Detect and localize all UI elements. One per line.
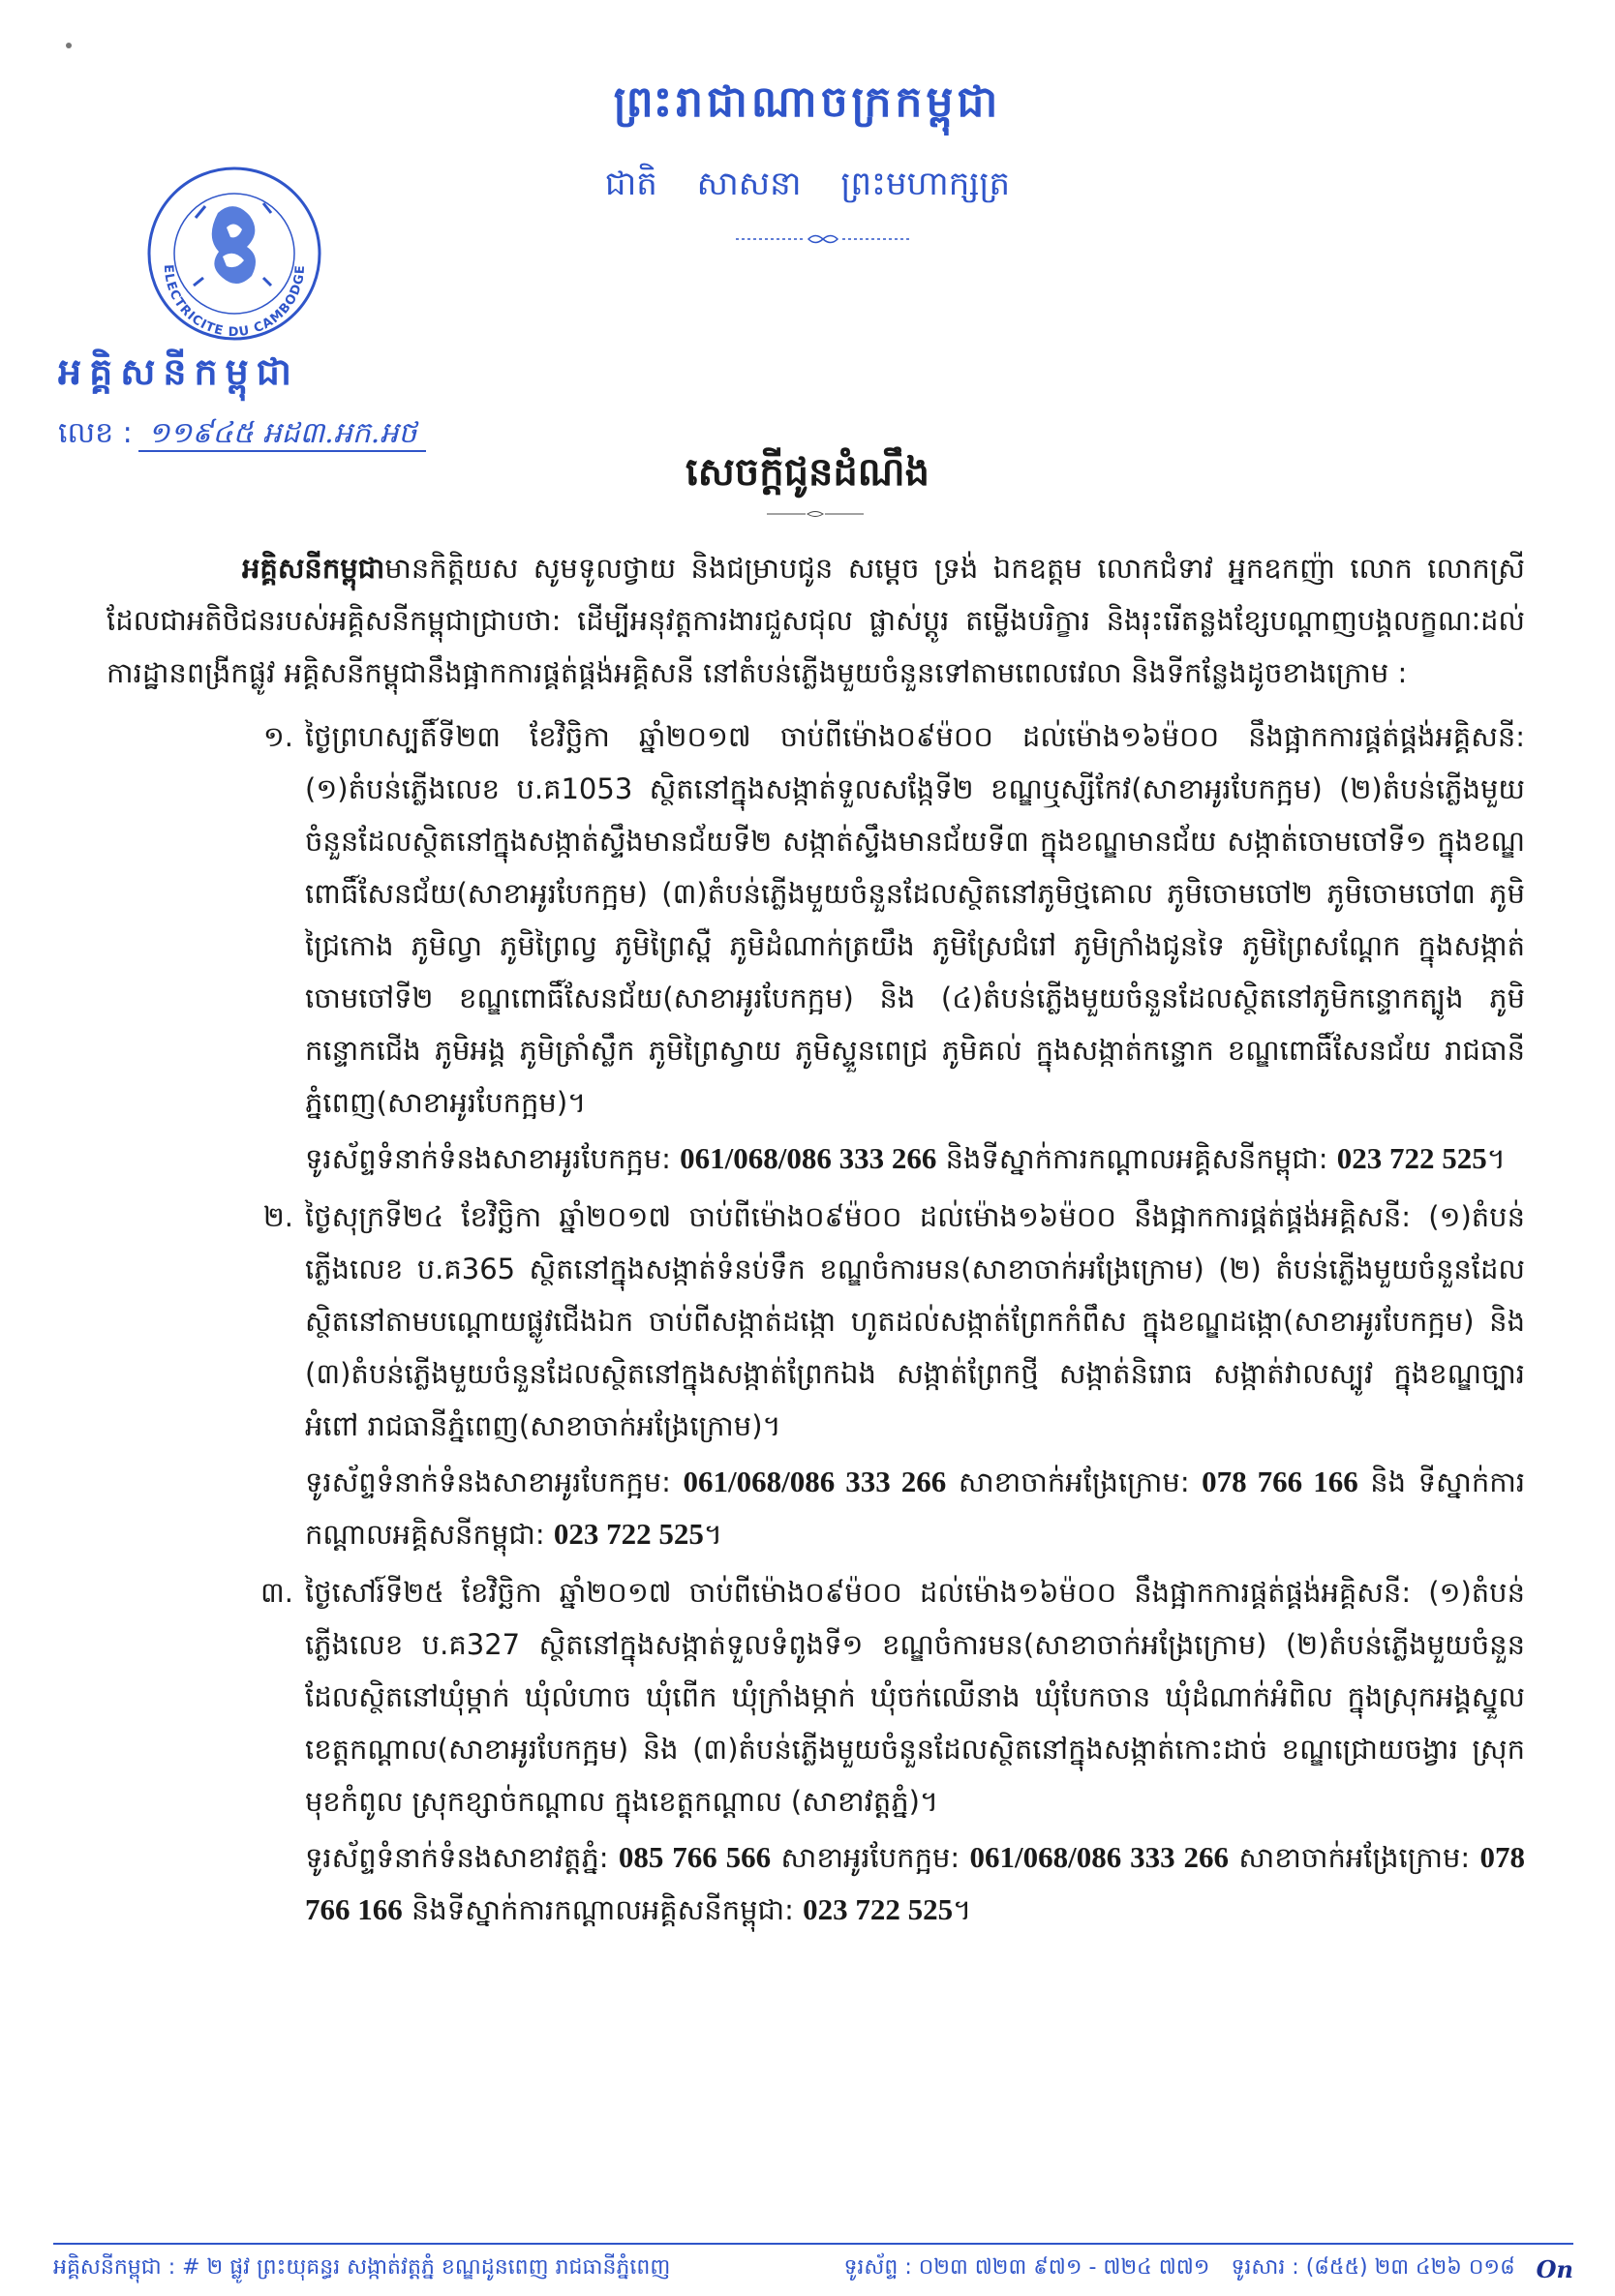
contact-label: សាខាចាក់អង្រែក្រោម: <box>1238 1841 1471 1874</box>
contact-phone: 061/068/086 333 266 <box>683 1465 947 1498</box>
contact-label: និងទីស្នាក់ការកណ្តាលអគ្គិសនីកម្ពុជា: <box>411 1893 794 1926</box>
contact-label: ទូរស័ព្ទទំនាក់ទំនងសាខាអូរបែកក្អម: <box>305 1142 671 1175</box>
corner-mark <box>66 43 72 48</box>
national-motto: ជាតិ សាសនា ព្រះមហាក្សត្រ <box>604 165 1011 203</box>
sentence-end: ។ <box>703 1518 723 1551</box>
item-text: ថ្ងៃសៅរ៍ទី២៥ ខែវិច្ឆិកា ឆ្នាំ២០១៧ ចាប់ពីម៉ោង០៩ម៉០០ ដល់ម៉ោង១៦ម៉០០ នឹងផ្អាកការផ្គត់ផ្គង់អគ្គិសនី: (១)តំបន់ភ្លើងលេខ ប.គ327 ស្ថិតនៅក្នុងសង្កាត់ទួលទំពូងទី១ ខណ្ឌចំការមន(សាខាចាក់អង្រែក្រោម) (២)តំបន់ភ្លើងមួយចំនួនដែលស្ថិតនៅឃុំម្កាក់ ឃុំលំហាច ឃុំពើក ឃុំក្រាំងម្កាក់ ឃុំចក់ឈើនាង ឃុំបែកចាន ឃុំដំណាក់អំពិល ក្នុងស្រុកអង្គស្នួល ខេត្តកណ្តាល(សាខាអូរបែកក្អម) និង (៣)តំបន់ភ្លើងមួយចំនួនដែលស្ថិតនៅក្នុងសង្កាត់កោះដាច់ ខណ្ឌជ្រោយចង្វារ ស្រុកមុខកំពូល ស្រុកខ្សាច់កណ្តាល ក្នុងខេត្តកណ្តាល (សាខាវត្តភ្នំ)។ <box>305 1576 1525 1818</box>
contact-phone: 085 766 566 <box>618 1840 772 1874</box>
footer-address: អគ្គិសនីកម្ពុជា : # ២ ផ្លូវ ព្រះយុគន្ធរ សង្កាត់វត្តភ្នំ ខណ្ឌដូនពេញ រាជធានីភ្នំពេញ <box>53 2255 671 2280</box>
handwritten-initials: On <box>1536 2254 1573 2283</box>
contact-label: ទូរស័ព្ទទំនាក់ទំនងសាខាវត្តភ្នំ: <box>305 1841 609 1874</box>
item-contacts <box>305 1133 1525 1185</box>
seal-text: ELECTRICITE DU CAMBODGE <box>160 263 309 341</box>
contact-label: សាខាអូរបែកក្អម: <box>780 1841 960 1874</box>
kingdom-heading: ព្រះរាជាណាចក្រកម្ពុជា <box>613 77 1002 127</box>
sentence-end: ។ <box>953 1893 972 1926</box>
item-number: ១. <box>262 720 293 753</box>
item-number: ២. <box>262 1200 293 1233</box>
intro-org-name: អគ្គិសនីកម្ពុជា <box>242 552 385 585</box>
contact-label: និងទីស្នាក់ការកណ្តាលអគ្គិសនីកម្ពុជា: <box>945 1142 1328 1175</box>
contact-label: និង ទីស្នាក់ការកណ្តាលអគ្គិសនីកម្ពុជា: <box>305 1465 1526 1551</box>
reference-number: ១១៩៤៥ អដ៣.អក.អថ <box>138 416 427 452</box>
outage-item-1 <box>107 710 1525 1185</box>
page-footer <box>53 2251 1573 2286</box>
outage-item-3 <box>107 1566 1525 1936</box>
contact-phone: 023 722 525 <box>553 1517 704 1551</box>
sentence-end: ។ <box>1486 1142 1506 1175</box>
document-title: សេចក្តីជូនដំណឹង <box>686 449 929 495</box>
footer-fax: ទូរសារ : (៨៥៥) ២៣ ៤២៦ ០១៨ <box>1231 2255 1515 2280</box>
contact-phone: 061/068/086 333 266 <box>969 1840 1230 1874</box>
contact-phone: 078 766 166 <box>305 1840 1526 1926</box>
item-contacts <box>305 1456 1525 1560</box>
notice-body <box>107 542 1525 1942</box>
outage-item-2 <box>107 1191 1525 1560</box>
item-text: ថ្ងៃសុក្រទី២៤ ខែវិច្ឆិកា ឆ្នាំ២០១៧ ចាប់ពីម៉ោង០៩ម៉០០ ដល់ម៉ោង១៦ម៉០០ នឹងផ្អាកការផ្គត់ផ្គង់អគ្គិសនី: (១)តំបន់ភ្លើងលេខ ប.គ365 ស្ថិតនៅក្នុងសង្កាត់ទំនប់ទឹក ខណ្ឌចំការមន(សាខាចាក់អង្រែក្រោម) (២) តំបន់ភ្លើងមួយចំនួនដែលស្ថិតនៅតាមបណ្តោយផ្លូវជើងឯក ចាប់ពីសង្កាត់ដង្កោ ហូតដល់សង្កាត់ព្រែកកំពឹស ក្នុងខណ្ឌដង្កោ(សាខាអូរបែកក្អម) និង (៣)តំបន់ភ្លើងមួយចំនួនដែលស្ថិតនៅក្នុងសង្កាត់ព្រែកឯង សង្កាត់ព្រែកថ្មី សង្កាត់និរោធ សង្កាត់វាលស្បូវ ក្នុងខណ្ឌច្បារអំពៅ រាជធានីភ្នំពេញ(សាខាចាក់អង្រែក្រោម)។ <box>305 1200 1525 1442</box>
company-seal-logo <box>126 160 344 348</box>
ornament-divider-top <box>736 232 910 246</box>
reference-label: លេខ : <box>58 416 133 450</box>
contact-phone: 023 722 525 <box>803 1892 954 1926</box>
contact-phone: 061/068/086 333 266 <box>680 1141 937 1175</box>
item-number: ៣. <box>260 1576 293 1609</box>
item-text: ថ្ងៃព្រហស្បតិ៍ទី២៣ ខែវិច្ឆិកា ឆ្នាំ២០១៧ ចាប់ពីម៉ោង០៩ម៉០០ ដល់ម៉ោង១៦ម៉០០ នឹងផ្អាកការផ្គត់ផ្គង់អគ្គិសនី: (១)តំបន់ភ្លើងលេខ ប.គ1053 ស្ថិតនៅក្នុងសង្កាត់ទួលសង្កែទី២ ខណ្ឌឬស្សីកែវ(សាខាអូរបែកក្អម) (២)តំបន់ភ្លើងមួយចំនួនដែលស្ថិតនៅក្នុងសង្កាត់ស្ទឹងមានជ័យទី២ សង្កាត់ស្ទឹងមានជ័យទី៣ ក្នុងខណ្ឌមានជ័យ សង្កាត់ចោមចៅទី១ ក្នុងខណ្ឌពោធិ៍សែនជ័យ(សាខាអូរបែកក្អម) (៣)តំបន់ភ្លើងមួយចំនួនដែលស្ថិតនៅភូមិថ្មគោល ភូមិចោមចៅ២ ភូមិចោមចៅ៣ ភូមិជ្រៃកោង ភូមិល្វា ភូមិព្រៃល្វ ភូមិព្រៃស្ពឺ ភូមិដំណាក់ត្រយឹង ភូមិស្រែជំរៅ ភូមិក្រាំងជូនទៃ ភូមិព្រៃសណ្តែក ក្នុងសង្កាត់ចោមចៅទី២ ខណ្ឌពោធិ៍សែនជ័យ(សាខាអូរបែកក្អម) និង (៤)តំបន់ភ្លើងមួយចំនួនដែលស្ថិតនៅភូមិកន្ទោកត្បូង ភូមិកន្ទោកជើង ភូមិអង្គ ភូមិត្រាំស្លឹក ភូមិព្រៃស្វាយ ភូមិស្ទួនពេជ្រ ភូមិគល់ ក្នុងសង្កាត់កន្ទោក ខណ្ឌពោធិ៍សែនជ័យ រាជធានីភ្នំពេញ(សាខាអូរបែកក្អម)។ <box>305 720 1525 1119</box>
ornament-divider-title <box>767 509 864 519</box>
contact-phone: 078 766 166 <box>1202 1465 1358 1498</box>
organization-name: អគ្គិសនីកម្ពុជា <box>58 349 299 393</box>
footer-phone: ទូរស័ព្ទ : ០២៣ ៧២៣ ៩៧១ - ៧២៤ ៧៧១ <box>843 2255 1210 2280</box>
contact-label: ទូរស័ព្ទទំនាក់ទំនងសាខាអូរបែកក្អម: <box>305 1465 671 1498</box>
intro-text: មានកិត្តិយស សូមទូលថ្វាយ និងជម្រាបជូន សម្តេច ទ្រង់ ឯកឧត្តម លោកជំទាវ អ្នកឧកញ៉ា លោក លោកស្រី ដែលជាអតិថិជនរបស់អគ្គិសនីកម្ពុជាជ្រាបថា: ដើម្បីអនុវត្តការងារជួសជុល ផ្លាស់ប្តូរ តម្លើងបរិក្ខារ និងរុះរើតន្លងខ្សែបណ្តាញបង្គលក្ខណៈដល់ការដ្ឋានពង្រីកផ្លូវ អគ្គិសនីកម្ពុជានឹងផ្អាកការផ្គត់ផ្គង់អគ្គិសនី នៅតំបន់ភ្លើងមួយចំនួនទៅតាមពេលវេលា និងទីកន្លែងដូចខាងក្រោម : <box>107 552 1525 689</box>
contact-label: សាខាចាក់អង្រែក្រោម: <box>958 1465 1190 1498</box>
item-contacts <box>305 1831 1525 1936</box>
contact-phone: 023 722 525 <box>1336 1141 1487 1175</box>
footer-divider <box>53 2243 1573 2245</box>
intro-paragraph <box>107 542 1525 699</box>
